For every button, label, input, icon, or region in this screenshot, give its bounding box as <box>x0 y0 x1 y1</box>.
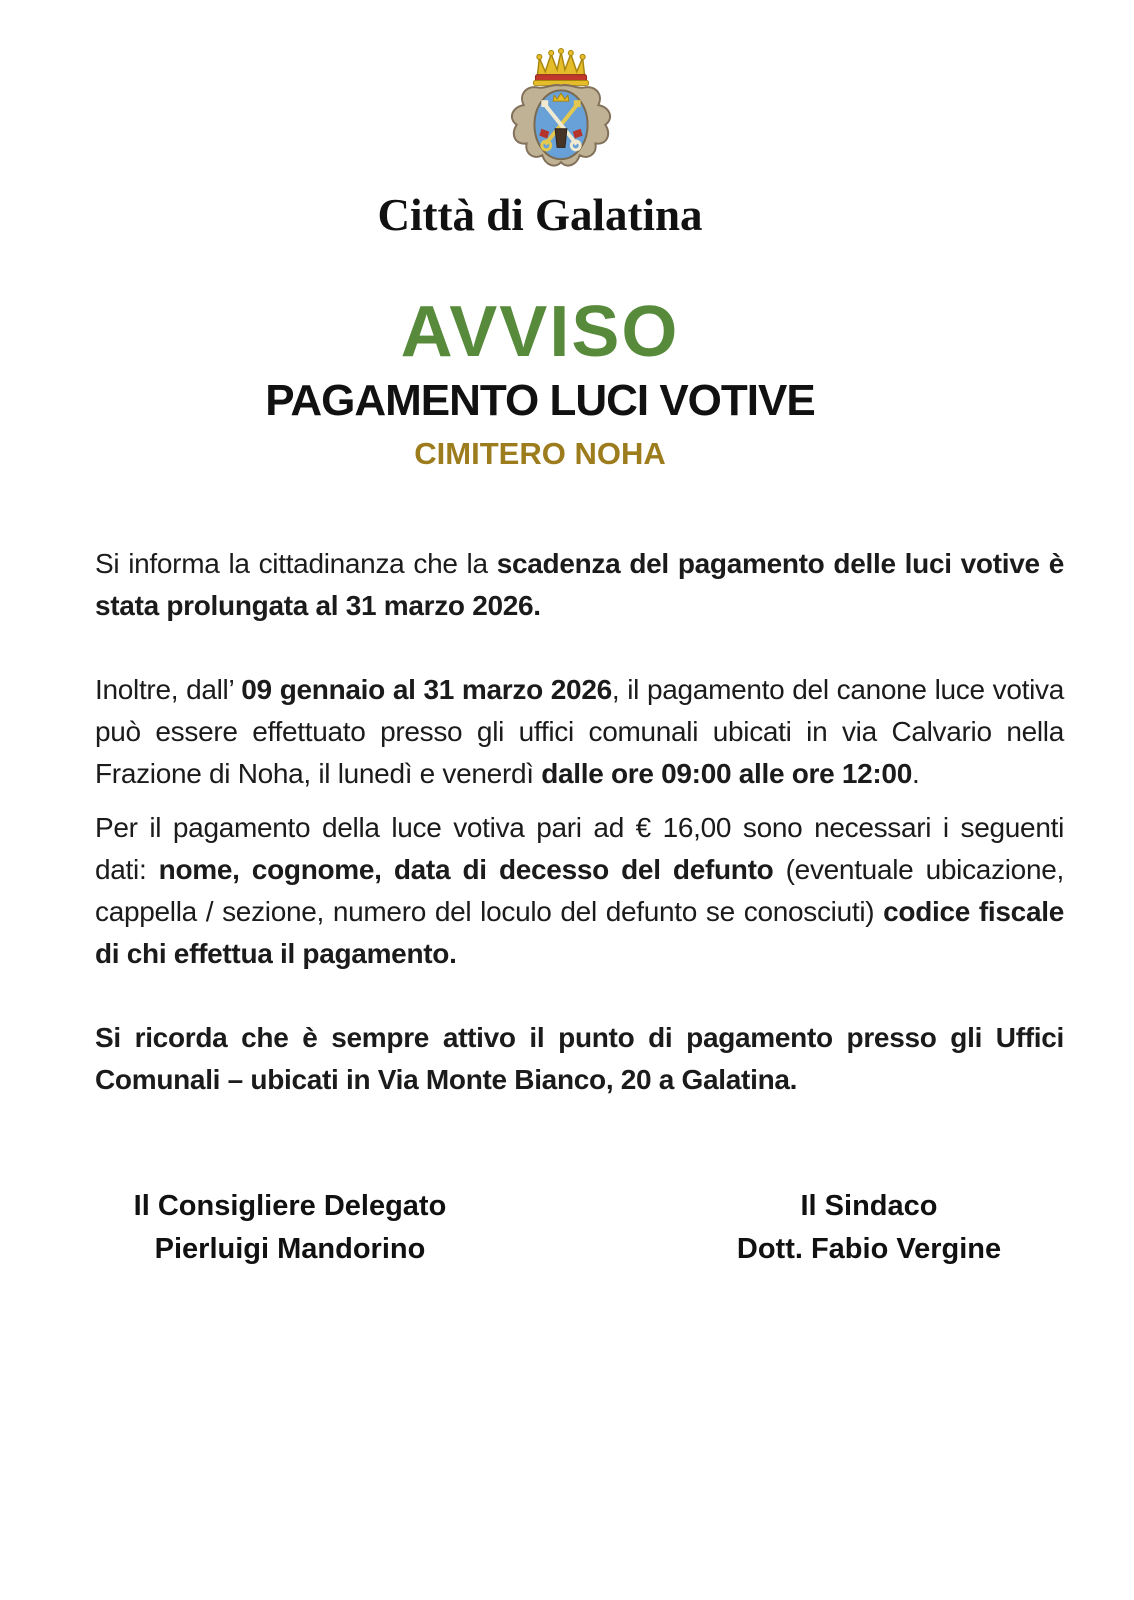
paragraph-required-data <box>95 807 1064 975</box>
galatina-coat-of-arms-icon <box>502 46 620 176</box>
signature-row <box>95 1185 1064 1271</box>
paragraph-reminder: Si ricorda che è sempre attivo il punto di pagamento presso gli Uffici Comunali – ubicati in Via Monte Bianco, 20 a Galatina. <box>95 1022 1064 1095</box>
document-header <box>0 0 1080 241</box>
paragraph-deadline <box>95 543 1064 627</box>
signature-right-name: Dott. Fabio Vergine <box>736 1233 1002 1265</box>
p3-seg-2: (eventuale ubicazione, cappella / sezione, numero del loculo del defunto se conosciuti) <box>95 854 1064 927</box>
p2-seg-0: Inoltre, dall’ <box>95 674 242 705</box>
signature-right <box>674 1185 1064 1271</box>
signature-right-role: Il Sindaco <box>800 1190 938 1222</box>
crest-mitre <box>555 129 567 148</box>
municipality-name: Città di Galatina <box>377 190 703 240</box>
paragraph-deadline-text: Si informa la cittadinanza che la <box>95 548 497 579</box>
notice-title-block <box>0 293 1080 473</box>
crest-crown <box>533 48 588 85</box>
paragraph-payment-office <box>95 669 1064 795</box>
p3-seg-3-bold: codice fiscale di chi effettua il pagamento. <box>95 896 1064 969</box>
notice-subtitle: PAGAMENTO LUCI VOTIVE <box>265 376 815 425</box>
paragraph-deadline-bold: scadenza del pagamento delle luci votive è stata prolungata al 31 marzo 2026. <box>95 548 1064 621</box>
p2-seg-2: , il pagamento del canone luce votiva può essere effettuato presso gli uffici comunali ubicati in via Calvario nella Frazione di Noha, il lunedì e venerdì <box>95 674 1064 789</box>
notice-title: AVVISO <box>400 292 680 372</box>
notice-location: CIMITERO NOHA <box>414 436 666 471</box>
p3-seg-0: Per il pagamento della luce votiva pari ad € 16,00 sono necessari i seguenti dati: <box>95 812 1064 885</box>
signature-left-role: Il Consigliere Delegato <box>133 1190 447 1222</box>
p2-seg-4: . <box>911 758 920 789</box>
p2-seg-3-bold: dalle ore 09:00 alle ore 12:00 <box>541 758 912 789</box>
signature-left <box>95 1185 485 1271</box>
p3-seg-1-bold: nome, cognome, data di decesso del defunto <box>158 854 774 885</box>
p2-seg-1-bold: 09 gennaio al 31 marzo 2026 <box>241 674 612 705</box>
signature-left-name: Pierluigi Mandorino <box>154 1233 426 1265</box>
notice-body <box>95 543 1064 1101</box>
